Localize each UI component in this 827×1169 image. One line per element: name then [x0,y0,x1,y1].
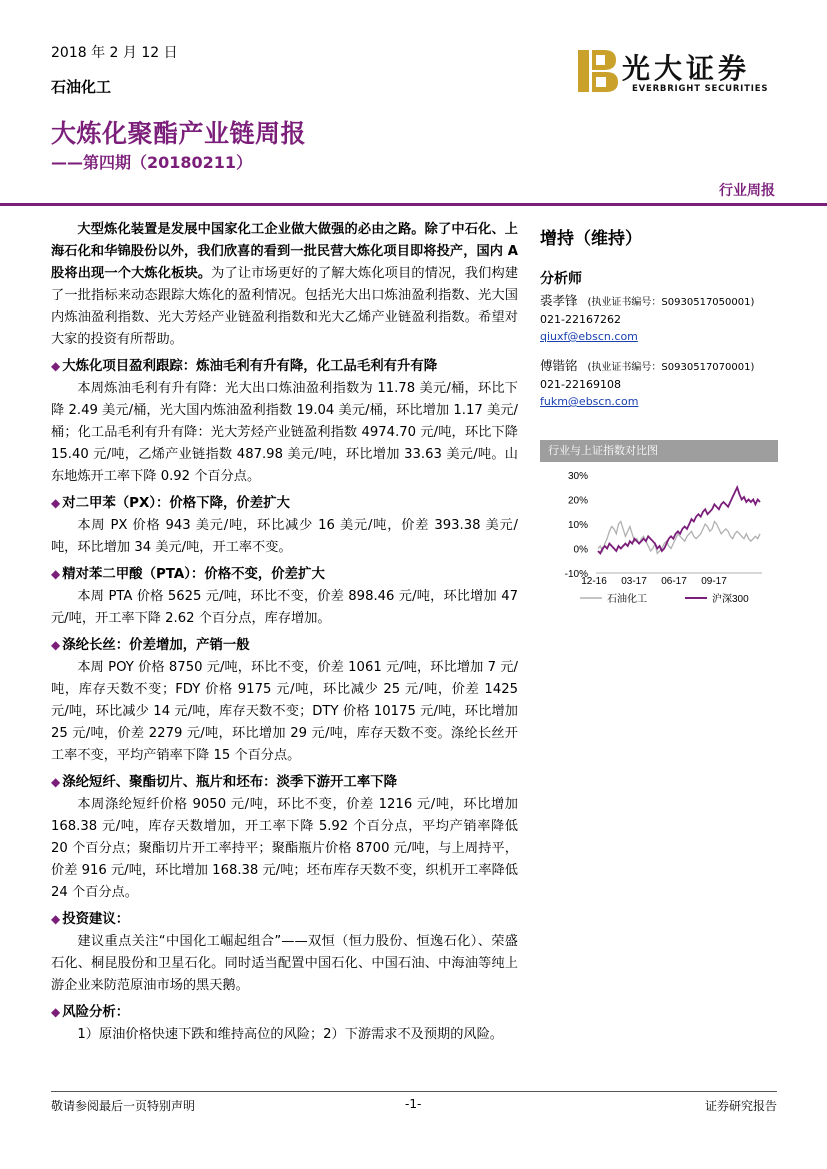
diamond-bullet-icon: ◆ [51,359,61,373]
analyst-phone: 021-22169108 [540,378,621,391]
x-tick-label: 12-16 [581,576,607,587]
section-body: 本周 PX 价格 943 美元/吨，环比减少 16 美元/吨，价差 393.38 美元/吨，环比增加 34 美元/吨，开工率不变。 [51,518,518,555]
analyst-email-link[interactable]: qiuxf@ebscn.com [540,330,638,343]
x-tick-label: 03-17 [621,576,647,587]
report-type: 行业周报 [719,183,775,199]
series-line [598,522,760,554]
section-body: 本周炼油毛利有升有降：光大出口炼油盈利指数为 11.78 美元/桶，环比下降 2.49 美元/桶，光大国内炼油盈利指数 19.04 美元/桶，环比增加 1.17 美元/桶；化工品毛利有升有降：光大芳烃产业链盈利指数 4974.70 元/吨，环比下降 15.40 元/吨，乙烯产业链指数 487.98 美元/吨，环比增加 33.63 美元/吨。山东地炼开工率下降 0.92 个百分点。 [51,381,518,484]
y-tick-label: 20% [567,495,588,507]
logo-text-cn: 光大证券 [622,52,751,85]
analyst-license: (执业证书编号：S0930517050001) [587,297,755,308]
sector-label: 石油化工 [51,78,112,96]
section-heading: ◆ 精对苯二甲酸（PTA）：价格不变，价差扩大 [51,567,325,582]
page-number: -1- [405,1097,422,1111]
series-line [598,487,760,553]
diamond-bullet-icon: ◆ [51,567,61,581]
analyst-email-link[interactable]: fukm@ebscn.com [540,395,639,408]
section-heading: ◆ 对二甲苯（PX）：价格下降，价差扩大 [51,496,290,511]
footer-report-label: 证券研究报告 [704,1099,777,1113]
section-heading: ◆ 投资建议： [51,912,130,927]
analyst-card [540,357,754,410]
y-tick-label: 30% [567,471,588,482]
analyst-name: 傅锴铭 [540,358,578,373]
intro-normal: 为了让市场更好的了解大炼化项目的情况，我们构建了一批指标来动态跟踪大炼化的盈利情况。包括光大出口炼油盈利指数、光大国内炼油盈利指数、光大芳烃产业链盈利指数和光大乙烯产业链盈利指数。希望对大家的投资有所帮助。 [51,266,519,347]
y-tick-label: 0% [573,544,588,556]
everbright-logo-icon [578,50,618,92]
analyst-license: (执业证书编号：S0930517070001) [587,362,755,373]
analyst-phone: 021-22167262 [540,313,621,326]
chart-title: 行业与上证指数对比图 [540,440,778,462]
section-heading: ◆ 涤纶短纤、聚酯切片、瓶片和坯布：淡季下游开工率下降 [51,775,397,790]
footer-divider [51,1091,777,1092]
header-divider [0,203,827,206]
logo-text-en: EVERBRIGHT SECURITIES [632,84,769,94]
analyst-card [540,292,754,345]
diamond-bullet-icon: ◆ [51,496,61,510]
diamond-bullet-icon: ◆ [51,638,61,652]
comparison-chart [540,465,778,615]
diamond-bullet-icon: ◆ [51,912,61,926]
section-body: 本周 POY 价格 8750 元/吨，环比不变，价差 1061 元/吨，环比增加 7 元/吨，库存天数不变；FDY 价格 9175 元/吨，环比减少 25 元/吨，价差 1425 元/吨，环比减少 14 元/吨，库存天数不变；DTY 价格 10175 元/吨，环比增加 25 元/吨，价差 2279 元/吨，环比增加 29 元/吨，库存天数不变。涤纶长丝开工率不变，平均产销率下降 15 个百分点。 [51,660,518,763]
section-heading: ◆ 风险分析： [51,1005,130,1020]
x-tick-label: 06-17 [661,576,687,587]
main-body [51,219,518,1046]
report-subtitle: ——第四期（20180211） [51,153,253,172]
section-heading: ◆ 大炼化项目盈利跟踪：炼油毛利有升有降，化工品毛利有升有降 [51,359,438,374]
analyst-name: 裘孝锋 [540,293,578,308]
y-tick-label: -10% [564,569,588,580]
rating: 增持（维持） [540,229,642,249]
legend-label: 石油化工 [607,594,647,605]
legend-label: 沪深300 [712,594,749,605]
report-date: 2018 年 2 月 12 日 [51,45,178,61]
section-body: 1）原油价格快速下跌和维持高位的风险；2）下游需求不及预期的风险。 [77,1027,503,1042]
section-body: 本周 PTA 价格 5625 元/吨，环比不变，价差 898.46 元/吨，环比增加 47 元/吨，开工率下降 2.62 个百分点，库存增加。 [51,589,518,626]
section-body: 建议重点关注“中国化工崛起组合”——双恒（恒力股份、恒逸石化）、荣盛石化、桐昆股份和卫星石化。同时适当配置中国石化、中国石油、中海油等纯上游企业来防范原油市场的黑天鹅。 [51,934,518,993]
footer-disclaimer: 敬请参阅最后一页特别声明 [51,1099,196,1113]
diamond-bullet-icon: ◆ [51,1005,61,1019]
y-tick-label: 10% [567,520,588,531]
diamond-bullet-icon: ◆ [51,775,61,789]
intro-bold: 大型炼化装置是发展中国家化工企业做大做强的必由之路。除了中石化、上海石化和华锦股份以外，我们欣喜的看到一批民营大炼化项目即将投产，国内 A 股将出现一个大炼化板块。 [51,222,518,281]
analyst-heading: 分析师 [540,271,582,287]
section-body: 本周涤纶短纤价格 9050 元/吨，环比不变，价差 1216 元/吨，环比增加 168.38 元/吨，库存天数增加，开工率下降 5.92 个百分点，平均产销率降低 20 个百分点；聚酯切片开工率持平；聚酯瓶片价格 8700 元/吨，与上周持平，价差 916 元/吨，环比增加 168.38 元/吨；坯布库存天数不变，织机开工率降低 24 个百分点。 [51,797,518,900]
intro-paragraph [51,219,518,351]
x-tick-label: 09-17 [701,576,727,587]
report-title: 大炼化聚酯产业链周报 [51,119,307,148]
section-heading: ◆ 涤纶长丝：价差增加，产销一般 [51,638,250,653]
